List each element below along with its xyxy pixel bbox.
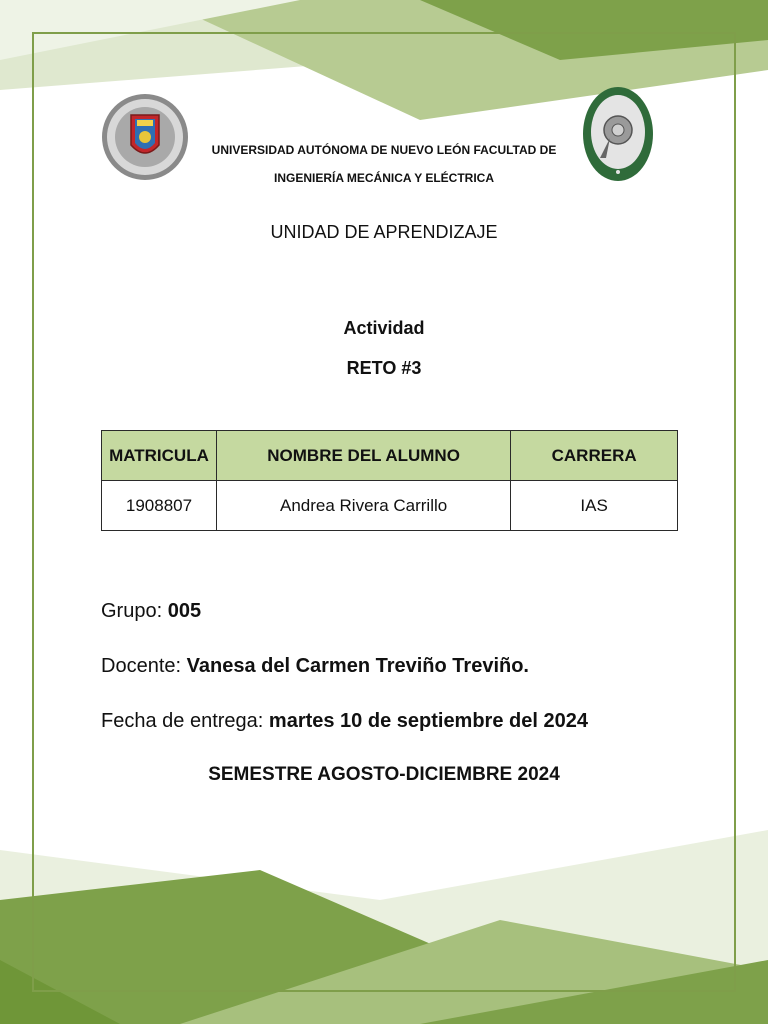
column-header-matricula: MATRICULA (102, 431, 217, 481)
activity-name: RETO #3 (346, 358, 422, 378)
teacher-line (101, 655, 529, 678)
institution-line-2: INGENIERÍA MECÁNICA Y ELÉCTRICA (273, 171, 495, 185)
group-value: 005 (167, 600, 202, 622)
due-date-value: martes 10 de septiembre del 2024 (268, 710, 588, 732)
column-header-career: CARRERA (511, 431, 678, 481)
cell-student-name: Andrea Rivera Carrillo (216, 481, 510, 531)
due-date-line (101, 710, 588, 733)
cell-matricula: 1908807 (102, 481, 217, 531)
group-line (101, 600, 201, 623)
semester-title: SEMESTRE AGOSTO-DICIEMBRE 2024 (208, 764, 560, 785)
faculty-seal-logo (582, 86, 654, 182)
due-date-label: Fecha de entrega: (101, 710, 264, 732)
university-seal-logo (101, 93, 189, 181)
cell-career: IAS (511, 481, 678, 531)
institution-header (196, 136, 572, 192)
institution-line-1: UNIVERSIDAD AUTÓNOMA DE NUEVO LEÓN FACULTAD DE (211, 143, 557, 157)
student-table (101, 430, 678, 531)
column-header-student-name: NOMBRE DEL ALUMNO (216, 431, 510, 481)
teacher-label: Docente: (101, 655, 182, 677)
unit-title: UNIDAD DE APRENDIZAJE (270, 222, 498, 242)
teacher-value: Vanesa del Carmen Treviño Treviño. (186, 655, 529, 677)
group-label: Grupo: (101, 600, 163, 622)
table-row (102, 481, 678, 531)
activity-label: Actividad (343, 318, 425, 338)
table-header-row (102, 431, 678, 481)
